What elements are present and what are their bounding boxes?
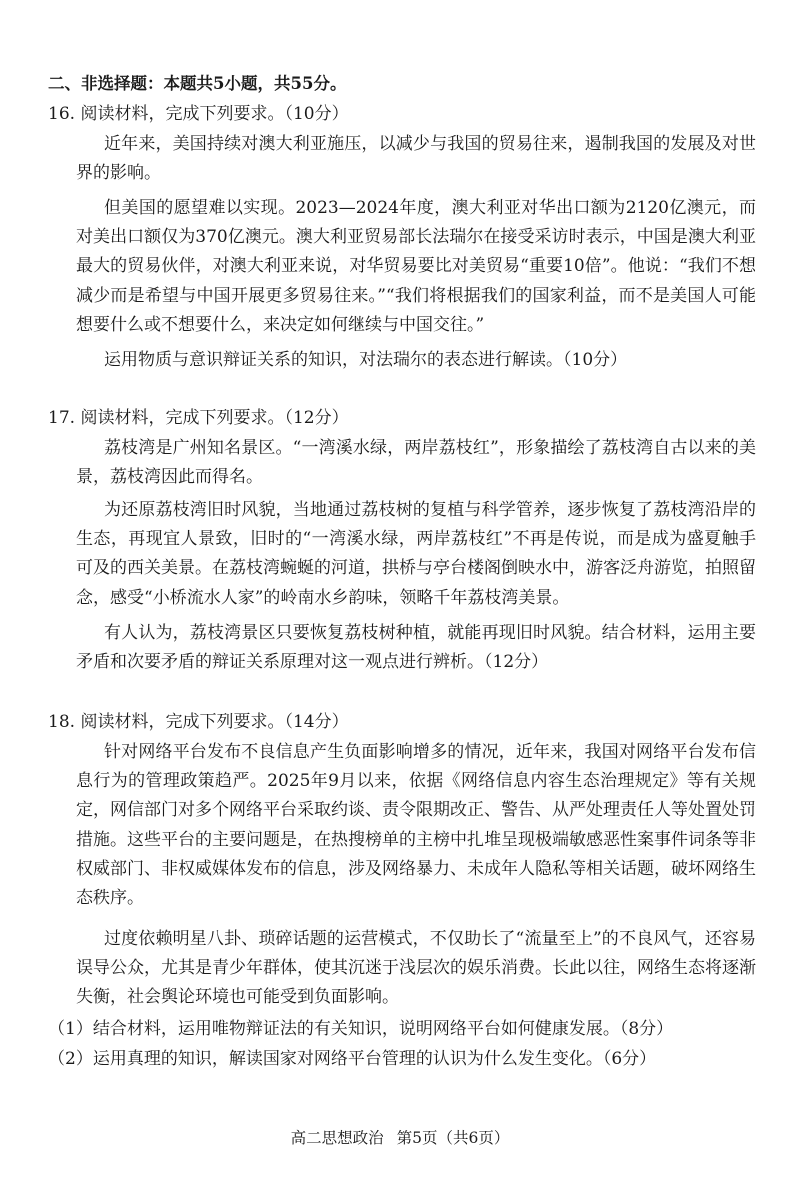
- question-18-subquestion-2: （2）运用真理的知识，解读国家对网络平台管理的认识为什么发生变化。（6分）: [48, 1049, 657, 1069]
- question-18-heading: 18. 阅读材料，完成下列要求。（14分）: [48, 712, 349, 732]
- question-17-paragraph-2: 为还原荔枝湾旧时风貌，当地通过荔枝树的复植与科学管养，逐步恢复了荔枝湾沿岸的生态，再现宜人景致，旧时的“一湾溪水绿，两岸荔枝红”不再是传说，而是成为盛夏触手可及的西关美景。在荔枝湾蜿蜒的河道，拱桥与亭台楼阁倒映水中，游客泛舟游览，拍照留念，感受“小桥流水人家”的岭南水乡韵味，领略千年荔枝湾美景。: [76, 500, 756, 608]
- question-17-heading: 17. 阅读材料，完成下列要求。（12分）: [48, 408, 349, 428]
- page-footer: 高二思想政治 第5页（共6页）: [290, 1129, 510, 1147]
- question-16-task: 运用物质与意识辩证关系的知识，对法瑞尔的表态进行解读。（10分）: [104, 350, 628, 370]
- question-18-subquestion-1: （1）结合材料，运用唯物辩证法的有关知识，说明网络平台如何健康发展。（8分）: [48, 1019, 674, 1039]
- question-16-paragraph-1: 近年来，美国持续对澳大利亚施压，以减少与我国的贸易往来，遏制我国的发展及对世界的影响。: [76, 134, 756, 184]
- question-18-paragraph-1: 针对网络平台发布不良信息产生负面影响增多的情况，近年来，我国对网络平台发布信息行为的管理政策趋严。2025年9月以来，依据《网络信息内容生态治理规定》等有关规定，网信部门对多个网络平台采取约谈、责令限期改正、警告、从严处理责任人等处置处罚措施。这些平台的主要问题是，在热搜榜单的主榜中扎堆呈现极端敏感恶性案事件词条等非权威部门、非权威媒体发布的信息，涉及网络暴力、未成年人隐私等相关话题，破坏网络生态秩序。: [76, 742, 756, 909]
- question-17-task: 有人认为，荔枝湾景区只要恢复荔枝树种植，就能再现旧时风貌。结合材料，运用主要矛盾和次要矛盾的辩证关系原理对这一观点进行辨析。（12分）: [76, 623, 756, 673]
- section-title: 二、非选择题：本题共5小题，共55分。: [48, 74, 347, 93]
- question-18-paragraph-2: 过度依赖明星八卦、琐碎话题的运营模式，不仅助长了“流量至上”的不良风气，还容易误导公众，尤其是青少年群体，使其沉迷于浅层次的娱乐消费。长此以往，网络生态将逐渐失衡，社会舆论环境也可能受到负面影响。: [76, 929, 756, 1008]
- question-16-paragraph-2: 但美国的愿望难以实现。2023—2024年度，澳大利亚对华出口额为2120亿澳元，而对美出口额仅为370亿澳元。澳大利亚贸易部长法瑞尔在接受采访时表示，中国是澳大利亚最大的贸易伙伴，对澳大利亚来说，对华贸易要比对美贸易“重要10倍”。他说：“我们不想减少而是希望与中国开展更多贸易往来。”“我们将根据我们的国家利益，而不是美国人可能想要什么或不想要什么，来决定如何继续与中国交往。”: [76, 198, 756, 335]
- question-17-paragraph-1: 荔枝湾是广州知名景区。“一湾溪水绿，两岸荔枝红”，形象描绘了荔枝湾自古以来的美景，荔枝湾因此而得名。: [76, 438, 756, 488]
- question-16-heading: 16. 阅读材料，完成下列要求。（10分）: [48, 104, 349, 124]
